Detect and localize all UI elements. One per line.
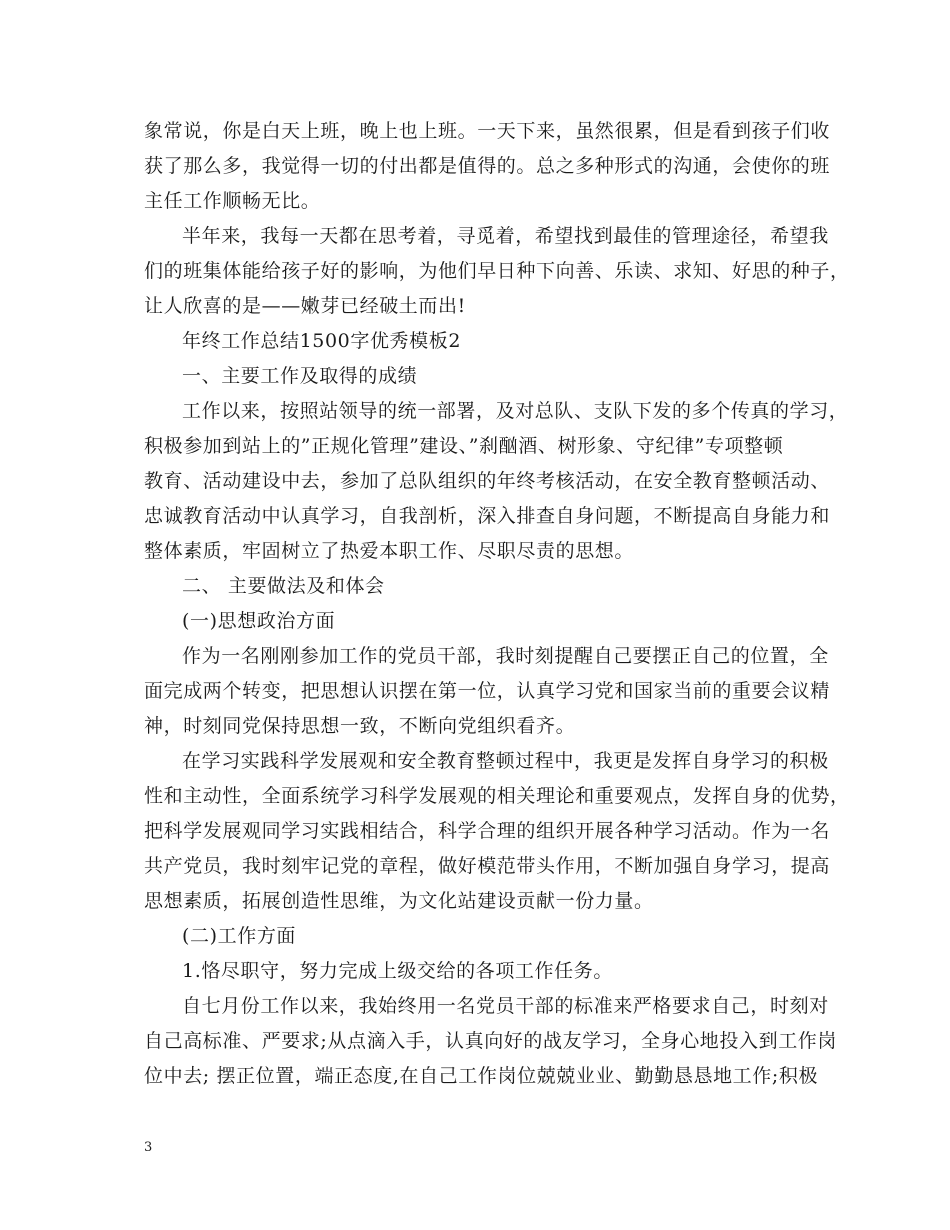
- text-line: 获了那么多，我觉得一切的付出都是值得的。总之多种形式的沟通，会使你的班: [144, 155, 831, 177]
- text-line: 们的班集体能给孩子好的影响，为他们早日种下向善、乐读、求知、好思的种子，: [144, 260, 850, 282]
- text-line: 半年来，我每一天都在思考着，寻觅着，希望找到最佳的管理途径，希望我: [182, 225, 829, 247]
- text-line: 面完成两个转变，把思想认识摆在第一位，认真学习党和国家当前的重要会议精: [144, 680, 831, 702]
- text-line: 忠诚教育活动中认真学习，自我剖析，深入排查自身问题，不断提高自身能力和: [144, 505, 831, 527]
- text-line: 思想素质，拓展创造性思维，为文化站建设贡献一份力量。: [144, 890, 654, 912]
- text-line: 在学习实践科学发展观和安全教育整顿过程中，我更是发挥自身学习的积极: [182, 750, 829, 772]
- text-line: 1.恪尽职守，努力完成上级交给的各项工作任务。: [182, 960, 613, 982]
- text-line: 性和主动性，全面系统学习科学发展观的相关理论和重要观点，发挥自身的优势，: [144, 785, 850, 807]
- text-line: 神，时刻同党保持思想一致，不断向党组织看齐。: [144, 715, 576, 737]
- text-line: 工作以来，按照站领导的统一部署，及对总队、支队下发的多个传真的学习，: [182, 400, 849, 422]
- text-line: 共产党员，我时刻牢记党的章程，做好模范带头作用，不断加强自身学习，提高: [144, 855, 831, 877]
- text-line: 积极参加到站上的”正规化管理”建设、”刹酗酒、树形象、守纪律”专项整顿: [144, 435, 784, 457]
- text-line: 把科学发展观同学习实践相结合，科学合理的组织开展各种学习活动。作为一名: [144, 820, 831, 842]
- text-line: 让人欣喜的是——嫩芽已经破土而出!: [144, 295, 466, 317]
- document-body: [144, 114, 850, 1094]
- text-line: 自己高标准、严要求;从点滴入手，认真向好的战友学习，全身心地投入到工作岗: [144, 1030, 838, 1052]
- text-line: 年终工作总结1500字优秀模板2: [182, 330, 462, 352]
- text-line: 整体素质，牢固树立了热爱本职工作、尽职尽责的思想。: [144, 540, 635, 562]
- text-line: 作为一名刚刚参加工作的党员干部，我时刻提醒自己要摆正自己的位置，全: [182, 645, 829, 667]
- text-line: 教育、活动建设中去，参加了总队组织的年终考核活动，在安全教育整顿活动、: [144, 470, 831, 492]
- text-line: 二、 主要做法及和体会: [182, 575, 385, 597]
- text-line: (一)思想政治方面: [182, 610, 336, 632]
- text-line: 位中去; 摆正位置，端正态度,在自己工作岗位兢兢业业、勤勤恳恳地工作;积极: [144, 1065, 819, 1087]
- text-line: 一、主要工作及取得的成绩: [182, 365, 418, 387]
- page-number: 3: [144, 1140, 153, 1155]
- text-line: 主任工作顺畅无比。: [144, 190, 321, 212]
- text-line: 象常说，你是白天上班，晚上也上班。一天下来，虽然很累，但是看到孩子们收: [144, 120, 831, 142]
- text-line: 自七月份工作以来，我始终用一名党员干部的标准来严格要求自己，时刻对: [182, 995, 829, 1017]
- text-line: (二)工作方面: [182, 925, 297, 947]
